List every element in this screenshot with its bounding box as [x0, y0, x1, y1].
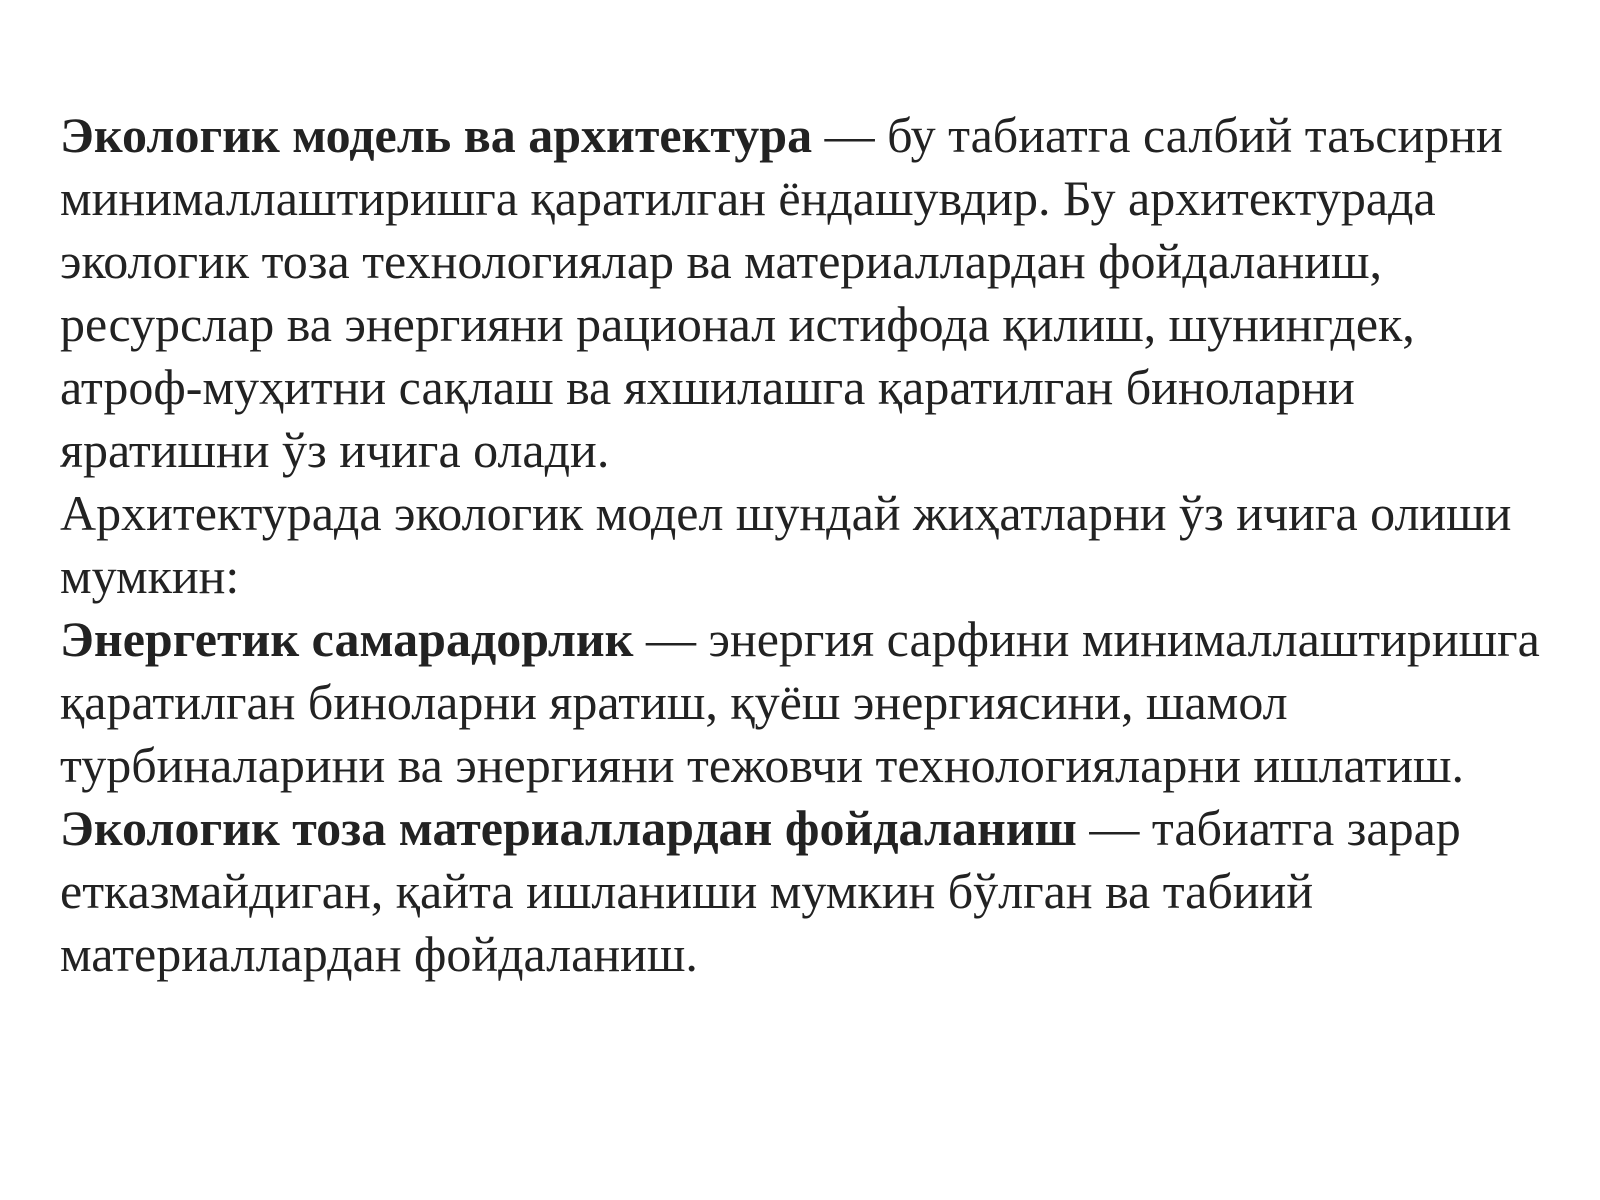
paragraph-aspects-intro	[60, 482, 1560, 608]
definition-eco-materials: — табиатга зарар етказмайдиган, қайта ишланиши мумкин бўлган ва табиий материаллардан фойдаланиш.	[60, 800, 1461, 982]
paragraph-ecological-model	[60, 104, 1560, 482]
definition-ecological-model: — бу табиатга салбий таъсирни минималлаштиришга қаратилган ёндашувдир. Бу архитектурада экологик тоза технологиялар ва материаллардан фойдаланиш, ресурслар ва энергияни рационал истифода қилиш, шунингдек, атроф-муҳитни сақлаш ва яхшилашга қаратилган биноларни яратишни ўз ичига олади.	[60, 107, 1503, 478]
slide-body	[60, 104, 1560, 986]
term-eco-materials: Экологик тоза материаллардан фойдаланиш	[60, 800, 1077, 856]
term-energy-efficiency: Энергетик самарадорлик	[60, 611, 634, 667]
term-ecological-model: Экологик модель ва архитектура	[60, 107, 813, 163]
paragraph-energy-efficiency	[60, 608, 1560, 797]
definition-energy-efficiency: — энергия сарфини минималлаштиришга қаратилган биноларни яратиш, қуёш энергиясини, шамол турбиналарини ва энергияни тежовчи технологияларни ишлатиш.	[60, 611, 1540, 793]
aspects-intro-text: Архитектурада экологик модел шундай жиҳатларни ўз ичига олиши мумкин:	[60, 485, 1512, 604]
paragraph-eco-materials	[60, 797, 1560, 986]
